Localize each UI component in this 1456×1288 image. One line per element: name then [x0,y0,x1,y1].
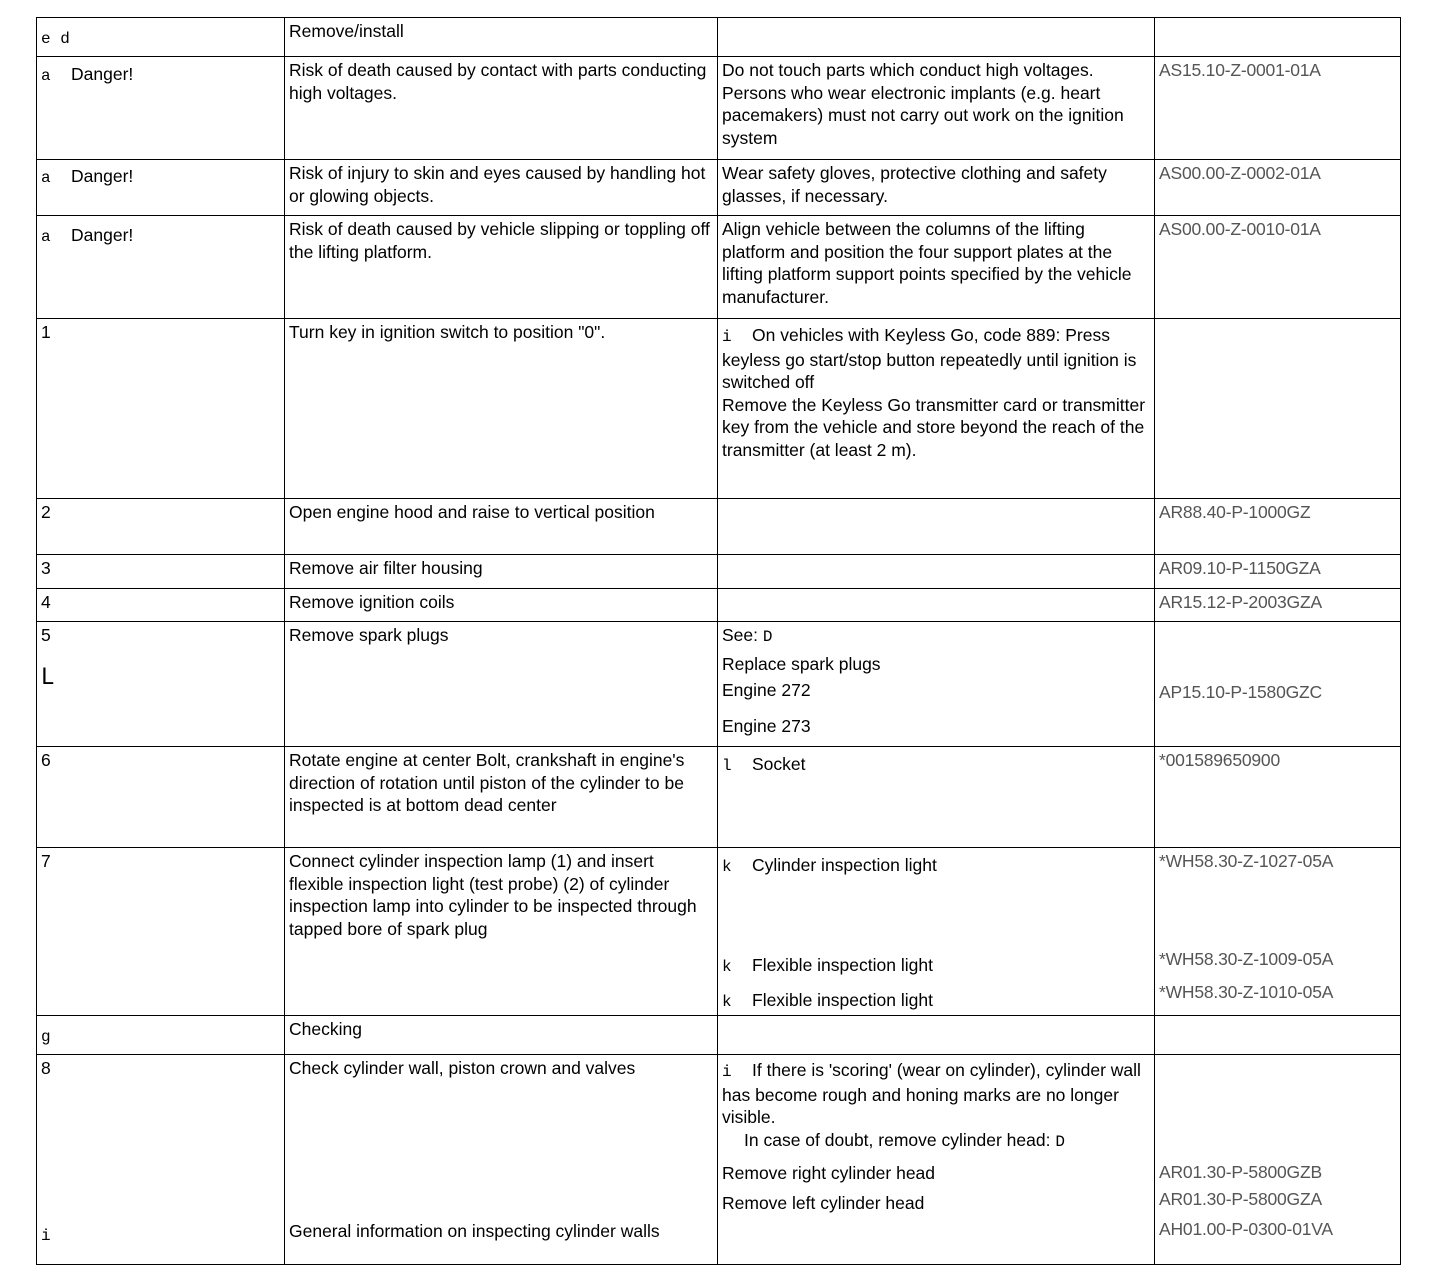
reference-cell [1155,555,1401,589]
reference-cell [1155,499,1401,555]
note-text: Remove left cylinder head [722,1192,925,1213]
action-text: Risk of death caused by contact with parts conducting high voltages. [289,60,707,103]
tool-symbol: k [722,957,732,976]
action-cell [285,18,718,57]
reference-link[interactable]: AH01.00-P-0300-01VA [1159,1219,1333,1239]
tool-name: Flexible inspection light [752,990,933,1010]
danger-label: Danger! [71,64,134,84]
engine-label: Engine 272 [722,680,811,700]
action-cell [285,589,718,622]
document-link-icon[interactable]: D [762,628,773,646]
info-symbol: i [722,328,732,346]
table-row [37,1055,1401,1265]
step-cell [37,499,285,555]
tool-symbol: k [722,993,732,1011]
table-row [37,319,1401,499]
info-symbol: i [722,1063,732,1081]
tool-number[interactable]: *WH58.30-Z-1027-05A [1159,851,1334,871]
danger-symbol: a [41,169,51,187]
note-cell [718,622,1155,747]
table-row [37,160,1401,216]
note-text: Replace spark plugs [722,653,881,674]
substep-symbol: L [41,664,55,690]
reference-cell [1155,319,1401,499]
action-text: Remove ignition coils [289,592,455,612]
note-text: Remove the Keyless Go transmitter card or transmitter key from the vehicle and store beyond the reach of the transmitter (at least 2 m). [722,394,1146,460]
step-cell [37,622,285,747]
tool-name: Socket [752,754,806,774]
table-row [37,747,1401,848]
reference-link[interactable]: AS00.00-Z-0010-01A [1159,219,1321,239]
action-text: Remove/install [289,21,404,41]
note-cell [718,499,1155,555]
reference-cell [1155,216,1401,319]
note-cell [718,1016,1155,1055]
tool-name: Flexible inspection light [752,954,933,975]
note-text: Align vehicle between the columns of the lifting platform and position the four support plates at the lifting platform support points specified by the vehicle manufacturer. [722,219,1132,307]
note-text: Wear safety gloves, protective clothing and safety glasses, if necessary. [722,163,1107,206]
step-cell [37,1016,285,1055]
action-text: Open engine hood and raise to vertical position [289,502,655,522]
info-symbol: i [41,1226,51,1245]
action-text: Turn key in ignition switch to position "0". [289,322,606,342]
action-cell [285,622,718,747]
action-cell [285,555,718,589]
step-number: 3 [41,558,51,578]
step-cell [37,747,285,848]
note-cell [718,18,1155,57]
step-cell [37,1055,285,1265]
reference-cell [1155,589,1401,622]
tool-number[interactable]: *WH58.30-Z-1010-05A [1159,982,1334,1002]
note-cell [718,57,1155,160]
step-number: 4 [41,592,51,612]
reference-link[interactable]: AR01.30-P-5800GZA [1159,1188,1322,1209]
step-number: 1 [41,322,51,342]
note-text: If there is 'scoring' (wear on cylinder), cylinder wall has become rough and honing marks are no longer visible. [722,1060,1141,1127]
step-cell [37,160,285,216]
action-cell [285,1055,718,1265]
action-cell [285,747,718,848]
action-cell [285,57,718,160]
step-number: 8 [41,1058,51,1078]
reference-link[interactable]: AR01.30-P-5800GZB [1159,1162,1322,1182]
note-text: In case of doubt, remove cylinder head: [744,1129,1051,1150]
step-cell [37,555,285,589]
tool-number[interactable]: *001589650900 [1159,750,1281,770]
tool-number[interactable]: *WH58.30-Z-1009-05A [1159,948,1334,969]
action-text: Remove air filter housing [289,558,483,578]
tool-symbol: l [722,757,732,775]
table-row [37,18,1401,57]
note-cell [718,589,1155,622]
table-row [37,848,1401,1016]
table-row [37,589,1401,622]
action-text: Connect cylinder inspection lamp (1) and insert flexible inspection light (test probe) (2) of cylinder inspection lamp into cylinder to be inspected through tapped bore of spark plug [289,851,697,939]
action-cell [285,499,718,555]
danger-symbol: a [41,67,51,85]
note-cell [718,160,1155,216]
reference-link[interactable]: AR88.40-P-1000GZ [1159,502,1311,522]
document-link-icon[interactable]: D [1055,1132,1065,1151]
reference-cell [1155,57,1401,160]
danger-label: Danger! [71,225,134,245]
table-row [37,499,1401,555]
step-number: 6 [41,750,51,770]
action-text: Risk of injury to skin and eyes caused by handling hot or glowing objects. [289,163,706,206]
reference-cell [1155,160,1401,216]
table-row [37,622,1401,747]
action-cell [285,1016,718,1055]
action-cell [285,160,718,216]
section-heading: Checking [289,1019,362,1039]
reference-link[interactable]: AS00.00-Z-0002-01A [1159,163,1321,183]
reference-link[interactable]: AR15.12-P-2003GZA [1159,592,1322,612]
reference-cell [1155,622,1401,747]
see-label: See: [722,625,758,645]
reference-link[interactable]: AP15.10-P-1580GZC [1159,682,1322,702]
note-text: Remove right cylinder head [722,1163,936,1183]
step-cell [37,216,285,319]
step-number: 2 [41,502,51,522]
action-text: Check cylinder wall, piston crown and valves [289,1058,636,1078]
action-text: Rotate engine at center Bolt, crankshaft in engine's direction of rotation until piston of the cylinder to be inspected is at bottom dead center [289,750,685,815]
table-row [37,1016,1401,1055]
danger-label: Danger! [71,166,134,186]
note-cell [718,216,1155,319]
step-symbol: g [41,1028,51,1046]
action-text: Risk of death caused by vehicle slipping or toppling off the lifting platform. [289,219,710,262]
info-link[interactable]: General information on inspecting cylinder walls [289,1220,660,1241]
note-cell [718,848,1155,1016]
step-number: 7 [41,851,51,871]
tool-name: Cylinder inspection light [752,855,937,875]
engine-label: Engine 273 [722,715,811,736]
action-cell [285,216,718,319]
note-text: Do not touch parts which conduct high voltages. Persons who wear electronic implants (e.g. heart pacemakers) must not carry out work on the ignition system [722,60,1124,148]
reference-cell [1155,1016,1401,1055]
procedure-table [36,17,1401,1265]
note-cell [718,319,1155,499]
note-text: On vehicles with Keyless Go, code 889: Press keyless go start/stop button repeatedly until ignition is switched off [722,325,1137,392]
action-text: Remove spark plugs [289,625,449,645]
reference-cell [1155,747,1401,848]
step-cell [37,319,285,499]
step-symbol: e d [41,30,70,48]
note-cell [718,555,1155,589]
action-cell [285,319,718,499]
step-cell [37,589,285,622]
note-cell [718,1055,1155,1265]
step-cell [37,848,285,1016]
step-cell [37,18,285,57]
tool-symbol: k [722,858,732,876]
table-row [37,57,1401,160]
reference-cell [1155,18,1401,57]
step-cell [37,57,285,160]
danger-symbol: a [41,228,51,246]
reference-link[interactable]: AR09.10-P-1150GZA [1159,558,1321,578]
reference-link[interactable]: AS15.10-Z-0001-01A [1159,60,1321,80]
table-row [37,555,1401,589]
reference-cell [1155,1055,1401,1265]
table-row [37,216,1401,319]
step-number: 5 [41,625,51,645]
action-cell [285,848,718,1016]
reference-cell [1155,848,1401,1016]
note-cell [718,747,1155,848]
